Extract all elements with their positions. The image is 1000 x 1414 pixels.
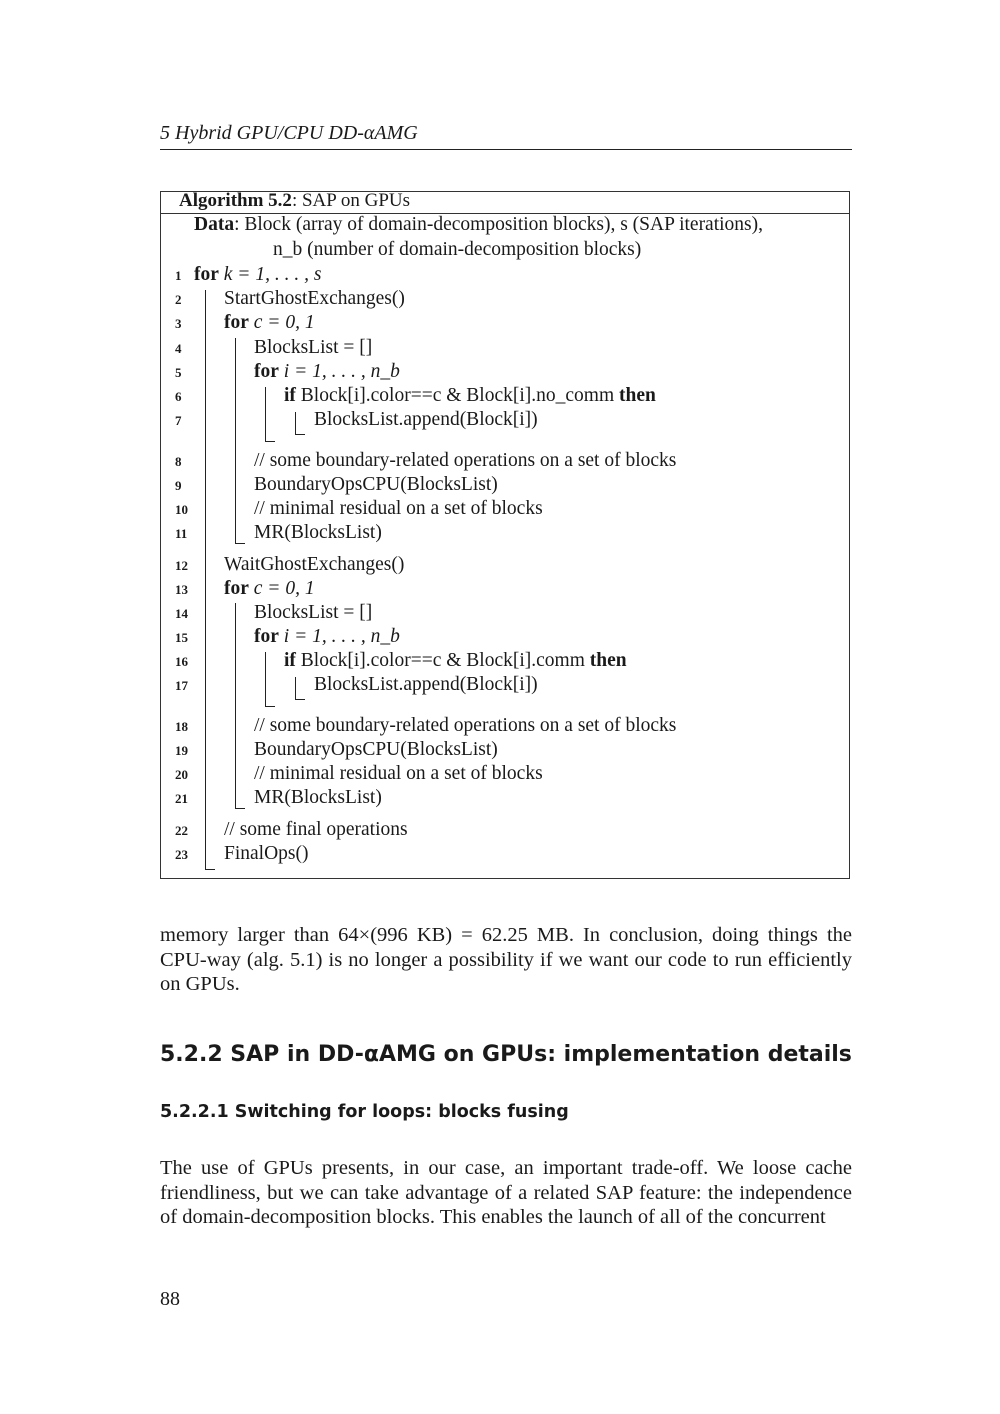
line-number: 23 [175,847,188,862]
line-number: 9 [175,478,182,493]
code-comment: // some boundary-related operations on a set of blocks [254,450,677,471]
code-line: BlocksList.append(Block[i]) [314,409,538,430]
code-line: BlocksList.append(Block[i]) [314,674,538,695]
code-comment: // minimal residual on a set of blocks [254,763,543,784]
code-comment: // some final operations [224,819,408,840]
code-line: FinalOps() [224,843,309,864]
data-text-1: : Block (array of domain-decomposition blocks), s (SAP iterations), [234,214,764,235]
line-number: 1 [175,268,182,283]
for-c-block-bar-2 [235,603,236,808]
line-number: 22 [175,823,188,838]
line-number: 12 [175,558,188,573]
line-number: 13 [175,582,188,597]
if-block-bar-2 [295,677,296,699]
algorithm-data-line-2: n_b (number of domain-decomposition blocks) [273,239,642,260]
code-line: for i = 1, . . . , n_b [254,626,400,647]
line-number: 20 [175,767,188,782]
paragraph-gpu-tradeoff: The use of GPUs presents, in our case, an important trade-off. We loose cache friendliness, but we can take advantage of a related SAP feature: the independence of domain-decomposition blocks. This enables the launch of all of the concurrent [160,1157,852,1228]
code-line: if Block[i].color==c & Block[i].no_comm then [284,385,656,406]
for-k-block-bar [205,290,206,869]
if-block-bar-1 [295,412,296,434]
code-line: for i = 1, . . . , n_b [254,361,400,382]
line-number: 15 [175,630,188,645]
code-line: for k = 1, . . . , s [194,264,322,285]
line-number: 18 [175,719,188,734]
code-line: BoundaryOpsCPU(BlocksList) [254,739,498,760]
line-number: 17 [175,678,188,693]
line-number: 16 [175,654,188,669]
line-number: 3 [175,316,182,331]
algorithm-data-line-1 [194,214,763,236]
line-number: 19 [175,743,188,758]
line-number: 6 [175,389,182,404]
line-number: 4 [175,341,182,356]
code-line: StartGhostExchanges() [224,288,405,309]
line-number: 2 [175,292,182,307]
code-line: for c = 0, 1 [224,578,315,599]
line-number: 8 [175,454,182,469]
line-number: 21 [175,791,188,806]
algorithm-box [160,191,850,879]
code-comment: // minimal residual on a set of blocks [254,498,543,519]
section-heading: 5.2.2 SAP in DD-αAMG on GPUs: implementation details [160,1042,852,1067]
line-number: 7 [175,413,182,428]
for-c-block-bar-1 [235,338,236,543]
for-i-block-bar-1 [265,387,266,441]
code-line: for c = 0, 1 [224,312,315,333]
line-number: 10 [175,502,188,517]
running-header: 5 Hybrid GPU/CPU DD-αAMG [160,122,852,150]
code-line: BoundaryOpsCPU(BlocksList) [254,474,498,495]
code-line: BlocksList = [] [254,602,373,623]
code-line: if Block[i].color==c & Block[i].comm then [284,650,627,671]
code-comment: // some boundary-related operations on a set of blocks [254,715,677,736]
algorithm-caption [161,192,849,214]
line-number: 5 [175,365,182,380]
code-line: MR(BlocksList) [254,522,382,543]
line-number: 14 [175,606,188,621]
line-number: 11 [175,526,188,541]
code-line: WaitGhostExchanges() [224,554,405,575]
page-number: 88 [160,1288,180,1310]
code-line: MR(BlocksList) [254,787,382,808]
algorithm-label: Algorithm 5.2 [179,190,292,211]
paragraph-memory-conclusion: memory larger than 64×(996 KB) = 62.25 MB. In conclusion, doing things the CPU-way (alg. 5.1) is no longer a possibility if we want our code to run efficiently on GPUs. [160,924,852,995]
subsection-heading: 5.2.2.1 Switching for loops: blocks fusing [160,1102,569,1122]
for-i-block-bar-2 [265,652,266,706]
code-line: BlocksList = [] [254,337,373,358]
data-keyword: Data [194,214,235,235]
algorithm-title: : SAP on GPUs [291,190,411,211]
